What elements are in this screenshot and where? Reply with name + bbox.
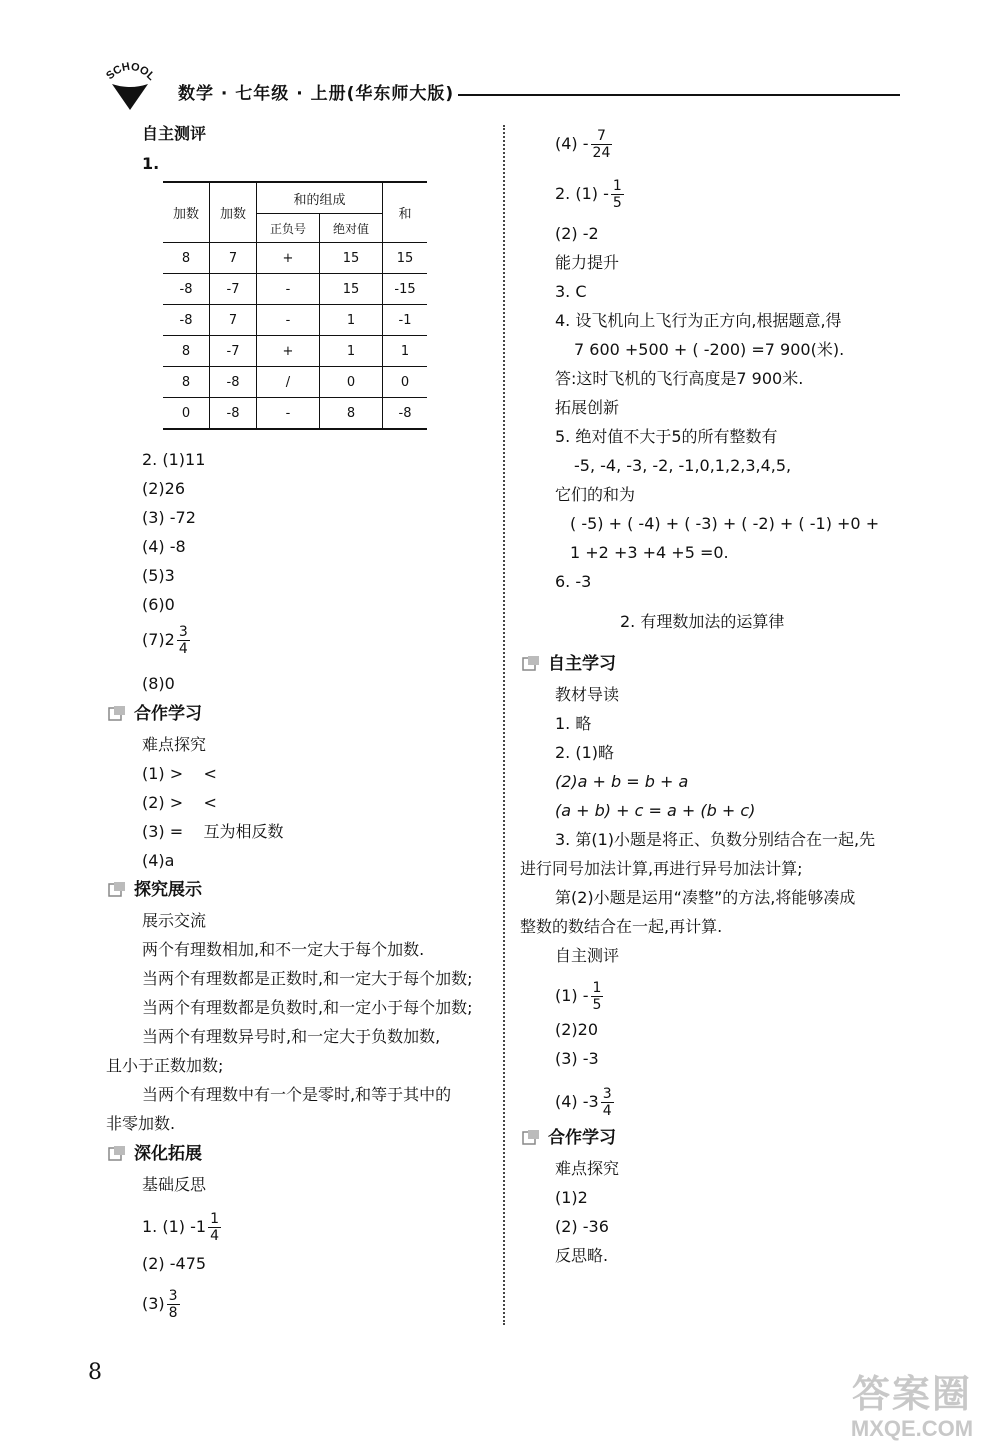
col-abs: 绝对值: [320, 214, 383, 243]
table-cell: -: [257, 305, 320, 336]
section-icon: [108, 706, 126, 722]
header-rule: [458, 94, 900, 96]
table-cell: -8: [210, 398, 257, 430]
col-addend1: 加数: [163, 182, 210, 243]
table-cell: -15: [383, 274, 428, 305]
table-cell: -8: [163, 305, 210, 336]
svg-text:SCHOOL: [104, 62, 157, 83]
answer-2-1-right: 2. (1) - $\frac{1}{5}$: [555, 178, 622, 211]
hard-4: (4)a: [142, 851, 175, 870]
fraction: $\frac{7}{24}$: [592, 128, 611, 161]
answer-4a: 4. 设飞机向上飞行为正方向,根据题意,得: [555, 311, 842, 330]
show-p7: 非零加数.: [106, 1114, 176, 1133]
table-cell: 0: [320, 367, 383, 398]
hard-2: (2) > <: [142, 793, 217, 812]
logo-text: SCHOOL: [104, 62, 157, 83]
sum-table: [163, 181, 427, 430]
basic-1-2: (2) -475: [142, 1254, 207, 1273]
hard-heading-right: 难点探究: [555, 1159, 620, 1178]
col-sum: 和: [383, 182, 428, 243]
answer-2-1: 2. (1)11: [142, 450, 206, 469]
table-cell: +: [257, 243, 320, 274]
table-cell: 8: [163, 367, 210, 398]
guide-3d: 整数的数结合在一起,再计算.: [520, 917, 723, 936]
hard-heading: 难点探究: [142, 735, 207, 754]
answer-2-7: (7)2 $\frac{3}{4}$: [142, 624, 188, 657]
show-p4: 当两个有理数异号时,和一定大于负数加数,: [142, 1027, 441, 1046]
table-cell: 1: [320, 305, 383, 336]
answer-5b: -5, -4, -3, -2, -1,0,1,2,3,4,5,: [574, 456, 792, 475]
guide-2-2: (2)a + b = b + a: [555, 772, 689, 791]
table-cell: 8: [163, 336, 210, 367]
guide-3c: 第(2)小题是运用“凑整”的方法,将能够凑成: [555, 888, 856, 907]
coop-1: (1)2: [555, 1188, 588, 1207]
guide-3b: 进行同号加法计算,再进行异号加法计算;: [520, 859, 803, 878]
guide-2-1: 2. (1)略: [555, 743, 615, 762]
expand-heading: 拓展创新: [555, 398, 620, 417]
table-cell: 1: [383, 336, 428, 367]
section-coop-right: 合作学习: [548, 1128, 616, 1148]
subsection-title: 2. 有理数加法的运算律: [620, 612, 785, 631]
table-cell: 0: [383, 367, 428, 398]
table-cell: 7: [210, 305, 257, 336]
fraction: $\frac{1}{5}$: [592, 980, 602, 1013]
guide-2-3: (a + b) + c = a + (b + c): [555, 801, 756, 820]
section-icon: [522, 1130, 540, 1146]
answer-2-2-right: (2) -2: [555, 224, 599, 243]
eval-2: (2)20: [555, 1020, 599, 1039]
answer-4: (4) - $\frac{7}{24}$: [555, 128, 611, 161]
section-deep: 深化拓展: [134, 1144, 202, 1164]
col-addend2: 加数: [210, 182, 257, 243]
show-p6: 当两个有理数中有一个是零时,和等于其中的: [142, 1085, 452, 1104]
ability-heading: 能力提升: [555, 253, 620, 272]
basic-heading: 基础反思: [142, 1175, 207, 1194]
section-icon: [522, 656, 540, 672]
section-coop: 合作学习: [134, 704, 202, 724]
table-cell: 15: [320, 243, 383, 274]
table-cell: 0: [163, 398, 210, 430]
answer-2-2: (2)26: [142, 479, 186, 498]
table-cell: -: [257, 274, 320, 305]
question-1: 1.: [142, 154, 160, 173]
show-heading: 展示交流: [142, 911, 207, 930]
eval-3: (3) -3: [555, 1049, 599, 1068]
table-cell: -1: [383, 305, 428, 336]
school-logo: [98, 62, 162, 112]
table-cell: 15: [383, 243, 428, 274]
table-row: [163, 336, 427, 367]
table-cell: -7: [210, 274, 257, 305]
table-row: [163, 305, 427, 336]
show-p1: 两个有理数相加,和不一定大于每个加数.: [142, 940, 425, 959]
col-sign: 正负号: [257, 214, 320, 243]
table-cell: 8: [320, 398, 383, 430]
coop-2: (2) -36: [555, 1217, 609, 1236]
answer-3: 3. C: [555, 282, 587, 301]
table-cell: 1: [320, 336, 383, 367]
answer-2-5: (5)3: [142, 566, 175, 585]
answer-2-6: (6)0: [142, 595, 175, 614]
table-cell: 15: [320, 274, 383, 305]
hard-3: (3) = 互为相反数: [142, 822, 284, 841]
watermark-top: 答案圈: [851, 1372, 972, 1416]
col-group: 和的组成: [257, 182, 383, 214]
answer-2-8: (8)0: [142, 674, 175, 693]
fraction: $\frac{1}{4}$: [210, 1211, 219, 1244]
section-self-study: 自主学习: [548, 654, 616, 674]
basic-1-1: 1. (1) -1 $\frac{1}{4}$: [142, 1211, 219, 1244]
page-number: 8: [88, 1360, 102, 1385]
eval-4: (4) -3 $\frac{3}{4}$: [555, 1086, 612, 1119]
guide-3a: 3. 第(1)小题是将正、负数分别结合在一起,先: [555, 830, 876, 849]
watermark-bottom: MXQE.COM: [850, 1416, 974, 1441]
answer-5a: 5. 绝对值不大于5的所有整数有: [555, 427, 778, 446]
table-cell: -7: [210, 336, 257, 367]
table-cell: 7: [210, 243, 257, 274]
table-row: [163, 367, 427, 398]
table-cell: -8: [383, 398, 428, 430]
table-cell: +: [257, 336, 320, 367]
table-cell: -: [257, 398, 320, 430]
eval-1: (1) - $\frac{1}{5}$: [555, 980, 602, 1013]
table-row: [163, 243, 427, 274]
fraction: $\frac{3}{8}$: [168, 1288, 178, 1321]
guide-1: 1. 略: [555, 714, 592, 733]
show-p3: 当两个有理数都是负数时,和一定小于每个加数;: [142, 998, 473, 1017]
fraction: $\frac{3}{4}$: [602, 1086, 612, 1119]
table-cell: 8: [163, 243, 210, 274]
guide-heading: 教材导读: [555, 685, 620, 704]
show-p5: 且小于正数加数;: [106, 1056, 224, 1075]
section-icon: [108, 1146, 126, 1162]
hard-1: (1) > <: [142, 764, 217, 783]
answer-5c: 它们的和为: [555, 485, 636, 504]
basic-1-3: (3) $\frac{3}{8}$: [142, 1288, 178, 1321]
table-cell: -8: [210, 367, 257, 398]
show-p2: 当两个有理数都是正数时,和一定大于每个加数;: [142, 969, 473, 988]
table-row: [163, 398, 427, 430]
section-show: 探究展示: [134, 880, 202, 900]
column-divider: [503, 125, 505, 1325]
table-row: [163, 274, 427, 305]
answer-5e: 1 +2 +3 +4 +5 =0.: [570, 543, 729, 562]
table-cell: -8: [163, 274, 210, 305]
watermark: [828, 1372, 996, 1450]
table-cell: /: [257, 367, 320, 398]
answer-5d: ( -5) + ( -4) + ( -3) + ( -2) + ( -1) +0 +: [570, 514, 880, 533]
fraction: $\frac{1}{5}$: [612, 178, 622, 211]
answer-2-3: (3) -72: [142, 508, 196, 527]
fraction: $\frac{3}{4}$: [178, 624, 188, 657]
self-eval-heading-right: 自主测评: [555, 946, 620, 965]
answer-6: 6. -3: [555, 572, 592, 591]
answer-4c: 答:这时飞机的飞行高度是7 900米.: [555, 369, 804, 388]
section-icon: [108, 882, 126, 898]
header-title: 数学 · 七年级 · 上册(华东师大版): [178, 84, 455, 104]
answer-4b: 7 600 +500 + ( -200) =7 900(米).: [574, 340, 845, 359]
coop-3: 反思略.: [555, 1246, 609, 1265]
answer-2-4: (4) -8: [142, 537, 186, 556]
self-eval-heading: 自主测评: [142, 124, 207, 143]
